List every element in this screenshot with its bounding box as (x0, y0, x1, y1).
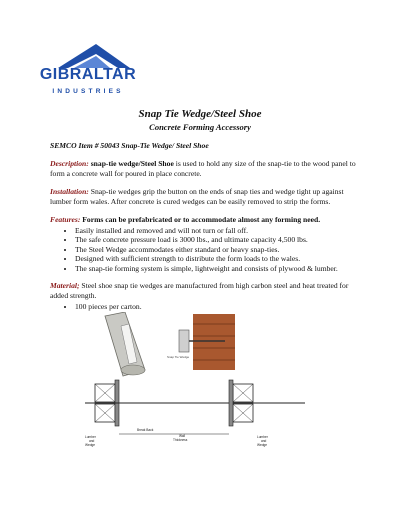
left-label-2: and (89, 439, 95, 443)
description-bold: snap-tie wedge/Steel Shoe (90, 159, 174, 168)
installation-text: Snap-tie wedges grip the button on the ends of snap ties and wedge tight up against lumber form wales. After concrete is cured wedges can be easily removed to strip the forms. (50, 187, 344, 206)
material-label: Material; (50, 281, 80, 291)
features-paragraph (50, 215, 360, 225)
left-label-3: Wedge (85, 443, 96, 447)
wall-label-2: Thickness (173, 438, 188, 442)
product-figures (75, 312, 315, 458)
features-label: Features: (50, 215, 81, 224)
installation-paragraph (50, 187, 360, 207)
description-text: is used to hold any size of the snap-tie to the wood panel to form a concrete wall for poured in place concrete. (50, 159, 356, 178)
installation-label: Installation: (50, 187, 89, 196)
logo-subtext: INDUSTRIES (52, 88, 124, 95)
material-text: Steel shoe snap tie wedges are manufactured from high carbon steel and heat treated for added strength. (50, 281, 349, 301)
item-number: SEMCO Item # 50043 Snap-Tie Wedge/ Steel Shoe (50, 141, 209, 150)
document-subtitle: Concrete Forming Accessory (149, 122, 251, 132)
material-list (50, 302, 360, 311)
right-label-3: Wedge (257, 443, 268, 447)
list-item: • The snap-tie forming system is simple, lightweight and consists of plywood & lumber. (75, 264, 360, 273)
description-paragraph (50, 159, 360, 179)
list-item: • 100 pieces per carton. (75, 302, 360, 311)
gibraltar-logo (38, 42, 138, 104)
list-item: • Easily installed and removed and will not turn or fall off. (75, 226, 360, 235)
description-label: Description: (50, 159, 89, 168)
features-lead: Forms can be prefabricated or to accommodate almost any forming need. (80, 215, 321, 224)
document-title: Snap Tie Wedge/Steel Shoe (138, 108, 262, 120)
list-item: • The Steel Wedge accommodates either standard or heavy snap-ties. (75, 245, 360, 254)
wood-block-photo (167, 314, 235, 370)
center-label: Break Back (137, 428, 154, 432)
right-label-1: Lumber (257, 435, 268, 439)
section-diagram (85, 380, 305, 447)
features-list (50, 226, 360, 273)
photo-label: Snap Tie Wedge (167, 355, 190, 359)
wedge-photo (105, 312, 145, 376)
right-label-2: and (261, 439, 267, 443)
left-label-1: Lumber (85, 435, 96, 439)
list-item: • Designed with sufficient strength to distribute the form loads to the wales. (75, 254, 360, 263)
figures-svg (75, 312, 315, 458)
material-paragraph (50, 281, 360, 301)
wall-label-1: Wall (179, 434, 186, 438)
list-item: • The safe concrete pressure load is 3000 lbs., and ultimate capacity 4,500 lbs. (75, 235, 360, 244)
document-body (50, 141, 360, 311)
logo-wordmark: GIBRALTAR (39, 66, 137, 83)
